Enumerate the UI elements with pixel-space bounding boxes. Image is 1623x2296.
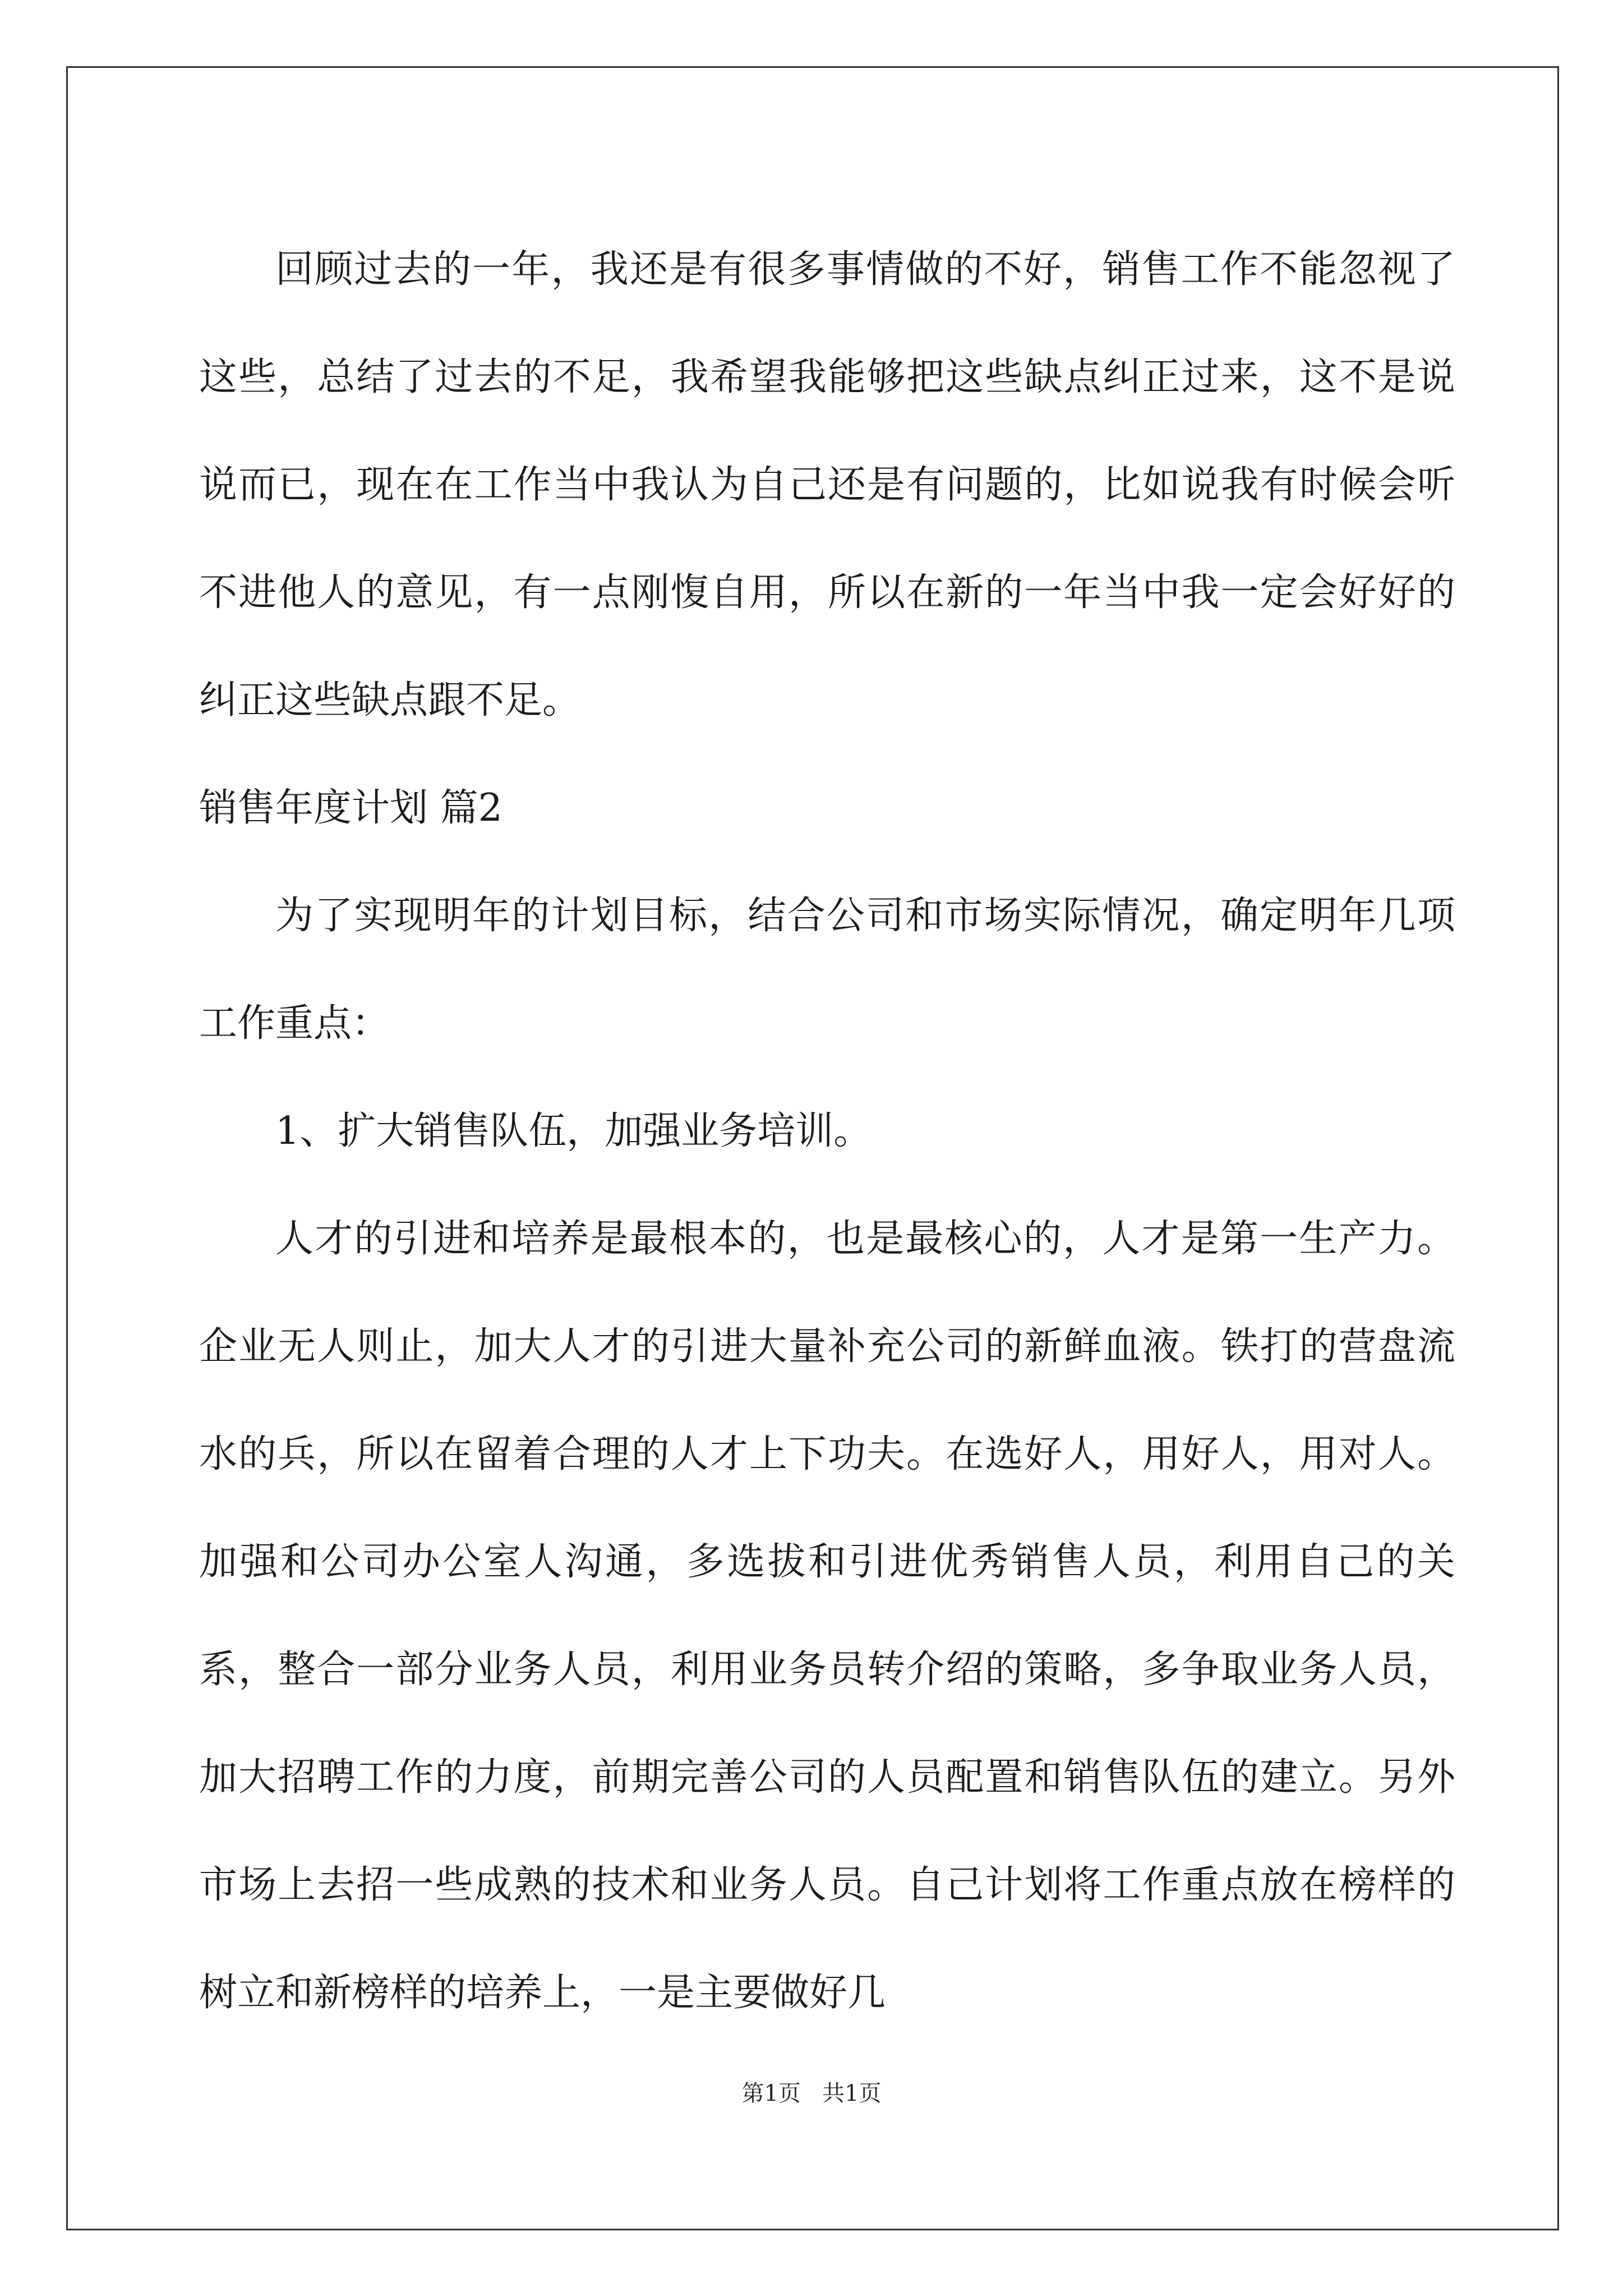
paragraph-goals: 为了实现明年的计划目标，结合公司和市场实际情况，确定明年几项工作重点： [199, 894, 1455, 1046]
page-footer [0, 2076, 1623, 2108]
paragraph-item-1: 1、扩大销售队伍，加强业务培训。 [275, 1109, 872, 1153]
paragraph-talent: 人才的引进和培养是最根本的，也是最核心的，人才是第一生产力。企业无人则止，加大人才的引进大量补充公司的新鲜血液。铁打的营盘流水的兵，所以在留着合理的人才上下功夫。在选好人，用好人，用对人。加强和公司办公室人沟通，多选拔和引进优秀销售人员，利用自己的关系，整合一部分业务人员，利用业务员转介绍的策略，多争取业务人员，加大招聘工作的力度，前期完善公司的人员配置和销售队伍的建立。另外市场上去招一些成熟的技术和业务人员。自己计划将工作重点放在榜样的树立和新榜样的培养上，一是主要做好几 [199, 1217, 1455, 2015]
document-body [199, 216, 1455, 2047]
page-number: 第1页 共1页 [741, 2081, 882, 2106]
section-heading: 销售年度计划 篇2 [199, 786, 502, 830]
paragraph-review: 回顾过去的一年，我还是有很多事情做的不好，销售工作不能忽视了这些，总结了过去的不足，我希望我能够把这些缺点纠正过来，这不是说说而已，现在在工作当中我认为自己还是有问题的，比如说我有时候会听不进他人的意见，有一点刚愎自用，所以在新的一年当中我一定会好好的纠正这些缺点跟不足。 [199, 247, 1455, 723]
